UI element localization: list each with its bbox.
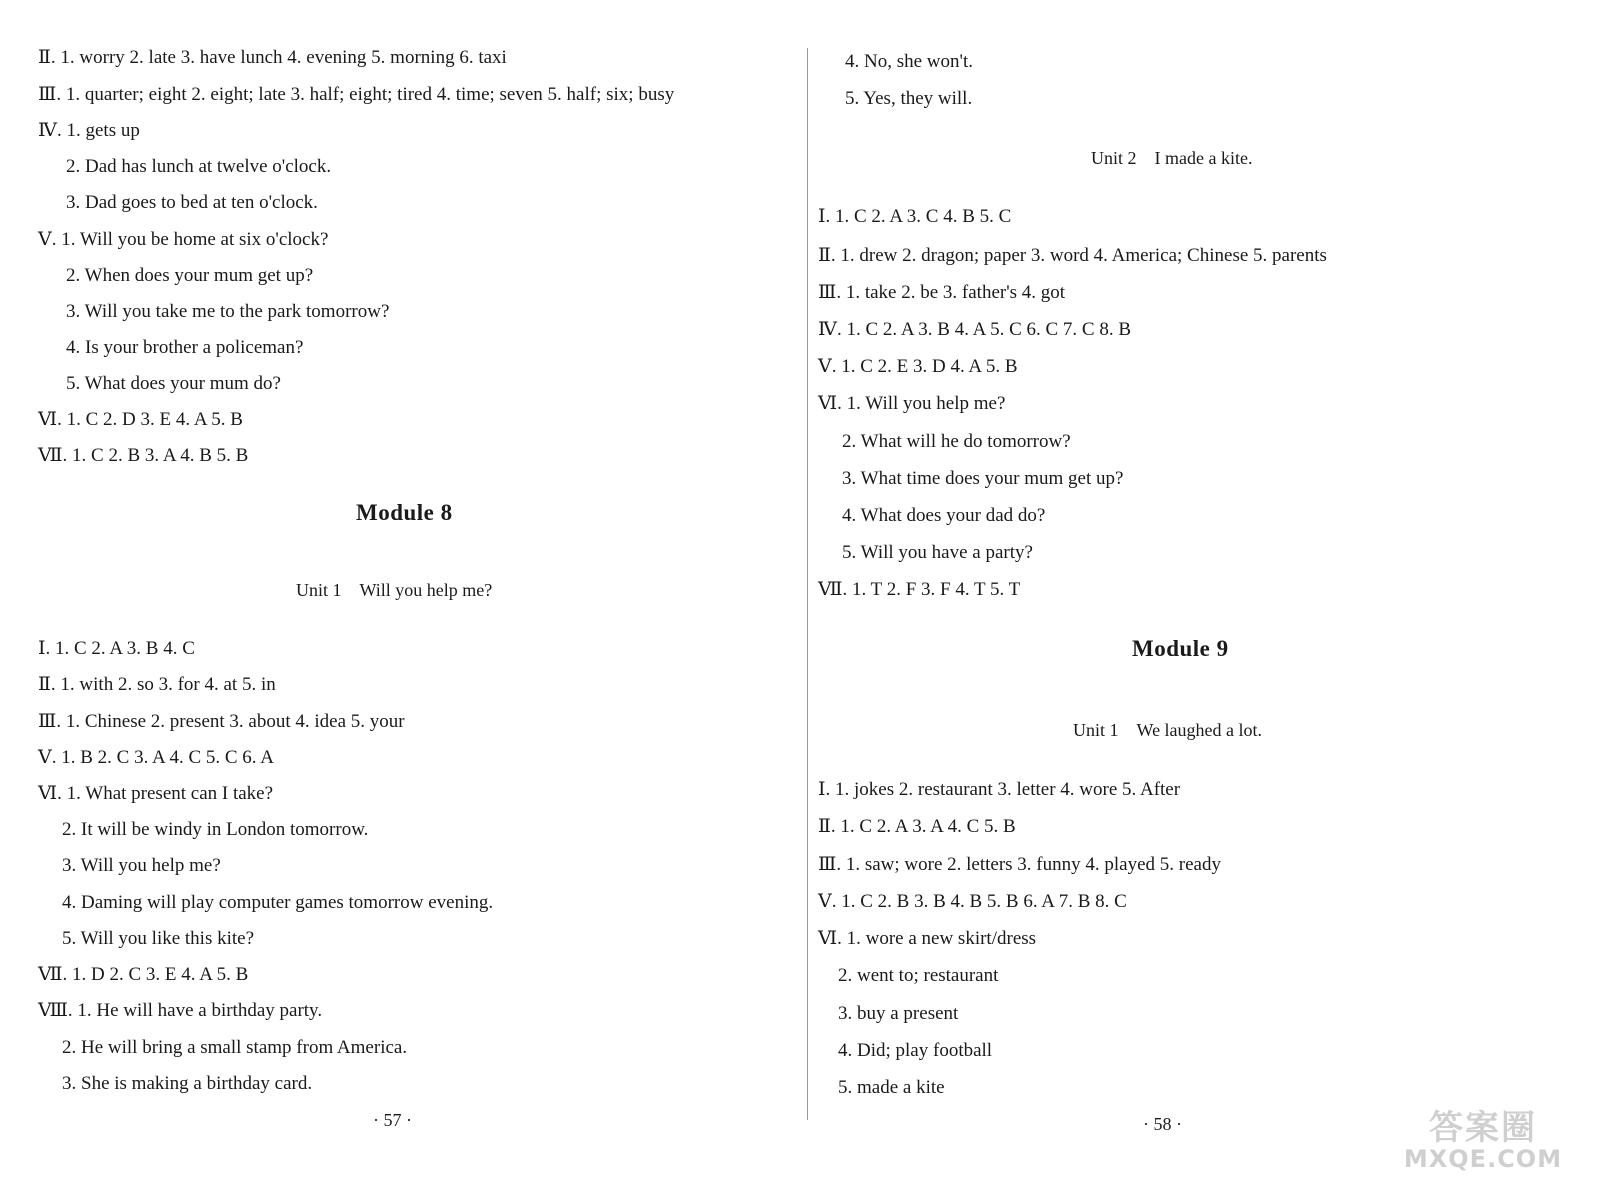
answer-line: 3. buy a present bbox=[838, 1003, 959, 1024]
unit-heading bbox=[1091, 148, 1252, 169]
answer-line: 2. He will bring a small stamp from America. bbox=[62, 1037, 408, 1058]
answer-line: 5. made a kite bbox=[838, 1077, 945, 1098]
answer-line: Ⅳ. 1. gets up bbox=[38, 120, 140, 141]
unit-title: I made a kite. bbox=[1154, 148, 1253, 168]
answer-line: Ⅶ. 1. T 2. F 3. F 4. T 5. T bbox=[818, 579, 1021, 600]
answer-line: Ⅰ. 1. jokes 2. restaurant 3. letter 4. wore 5. After bbox=[818, 779, 1181, 800]
answer-line: Ⅱ. 1. C 2. A 3. A 4. C 5. B bbox=[818, 816, 1016, 837]
answer-line: Ⅶ. 1. D 2. C 3. E 4. A 5. B bbox=[38, 964, 249, 985]
answer-line: 4. Daming will play computer games tomorrow evening. bbox=[62, 892, 494, 913]
answer-line: Ⅴ. 1. C 2. E 3. D 4. A 5. B bbox=[818, 356, 1018, 377]
answer-line: Ⅰ. 1. C 2. A 3. B 4. C bbox=[38, 638, 195, 659]
answer-line: Ⅲ. 1. Chinese 2. present 3. about 4. idea 5. your bbox=[38, 711, 405, 732]
answer-line: 2. went to; restaurant bbox=[838, 965, 999, 986]
answer-line: Ⅴ. 1. B 2. C 3. A 4. C 5. C 6. A bbox=[38, 747, 274, 768]
answer-line: Ⅱ. 1. drew 2. dragon; paper 3. word 4. America; Chinese 5. parents bbox=[818, 245, 1327, 266]
answer-line: 3. What time does your mum get up? bbox=[842, 468, 1124, 489]
unit-number: Unit 1 bbox=[296, 580, 342, 600]
answer-line: Ⅴ. 1. C 2. B 3. B 4. B 5. B 6. A 7. B 8. C bbox=[818, 891, 1127, 912]
answer-line: 3. Will you take me to the park tomorrow? bbox=[66, 301, 390, 322]
answer-line: Ⅵ. 1. wore a new skirt/dress bbox=[818, 928, 1037, 949]
answer-line: Ⅵ. 1. C 2. D 3. E 4. A 5. B bbox=[38, 409, 243, 430]
module-title: Module 8 bbox=[356, 500, 453, 525]
answer-line: Ⅰ. 1. C 2. A 3. C 4. B 5. C bbox=[818, 206, 1012, 227]
page-number: · 58 · bbox=[1143, 1114, 1182, 1134]
unit-title: We laughed a lot. bbox=[1136, 720, 1263, 740]
answer-line: 3. Dad goes to bed at ten o'clock. bbox=[66, 192, 318, 213]
answer-line: Ⅲ. 1. quarter; eight 2. eight; late 3. half; eight; tired 4. time; seven 5. half; six; busy bbox=[38, 84, 675, 105]
page-divider bbox=[807, 48, 808, 1120]
answer-line: Ⅶ. 1. C 2. B 3. A 4. B 5. B bbox=[38, 445, 249, 466]
answer-line: Ⅱ. 1. worry 2. late 3. have lunch 4. evening 5. morning 6. taxi bbox=[38, 47, 507, 68]
answer-line: Ⅲ. 1. saw; wore 2. letters 3. funny 4. played 5. ready bbox=[818, 854, 1221, 875]
answer-line: 4. No, she won't. bbox=[845, 51, 973, 72]
answer-line: 5. What does your mum do? bbox=[66, 373, 281, 394]
unit-heading bbox=[296, 580, 492, 601]
answer-line: Ⅲ. 1. take 2. be 3. father's 4. got bbox=[818, 282, 1066, 303]
answer-line: 5. Yes, they will. bbox=[845, 88, 973, 109]
answer-line: Ⅵ. 1. Will you help me? bbox=[818, 393, 1006, 414]
answer-line: Ⅴ. 1. Will you be home at six o'clock? bbox=[38, 229, 329, 250]
unit-number: Unit 1 bbox=[1073, 720, 1119, 740]
answer-line: Ⅱ. 1. with 2. so 3. for 4. at 5. in bbox=[38, 674, 276, 695]
unit-number: Unit 2 bbox=[1091, 148, 1137, 168]
answer-line: 3. Will you help me? bbox=[62, 855, 221, 876]
answer-line: 4. Did; play football bbox=[838, 1040, 993, 1061]
answer-line: 5. Will you like this kite? bbox=[62, 928, 255, 949]
answer-line: Ⅳ. 1. C 2. A 3. B 4. A 5. C 6. C 7. C 8. B bbox=[818, 319, 1132, 340]
answer-line: 3. She is making a birthday card. bbox=[62, 1073, 313, 1094]
answer-line: 4. What does your dad do? bbox=[842, 505, 1046, 526]
answer-line: 2. It will be windy in London tomorrow. bbox=[62, 819, 369, 840]
answer-line: 5. Will you have a party? bbox=[842, 542, 1033, 563]
answer-line: 2. When does your mum get up? bbox=[66, 265, 314, 286]
watermark-logo bbox=[1398, 1100, 1568, 1173]
page-number: · 57 · bbox=[373, 1110, 412, 1130]
watermark-logo-text: 答案圈 bbox=[1429, 1108, 1537, 1148]
module-title: Module 9 bbox=[1132, 636, 1229, 661]
answer-line: 4. Is your brother a policeman? bbox=[66, 337, 304, 358]
watermark-url: MXQE.COM bbox=[1403, 1145, 1563, 1173]
answer-line: Ⅵ. 1. What present can I take? bbox=[38, 783, 274, 804]
answer-line: 2. Dad has lunch at twelve o'clock. bbox=[66, 156, 332, 177]
answer-line: Ⅷ. 1. He will have a birthday party. bbox=[38, 1000, 323, 1021]
unit-title: Will you help me? bbox=[359, 580, 493, 600]
unit-heading bbox=[1073, 720, 1262, 741]
answer-line: 2. What will he do tomorrow? bbox=[842, 431, 1071, 452]
